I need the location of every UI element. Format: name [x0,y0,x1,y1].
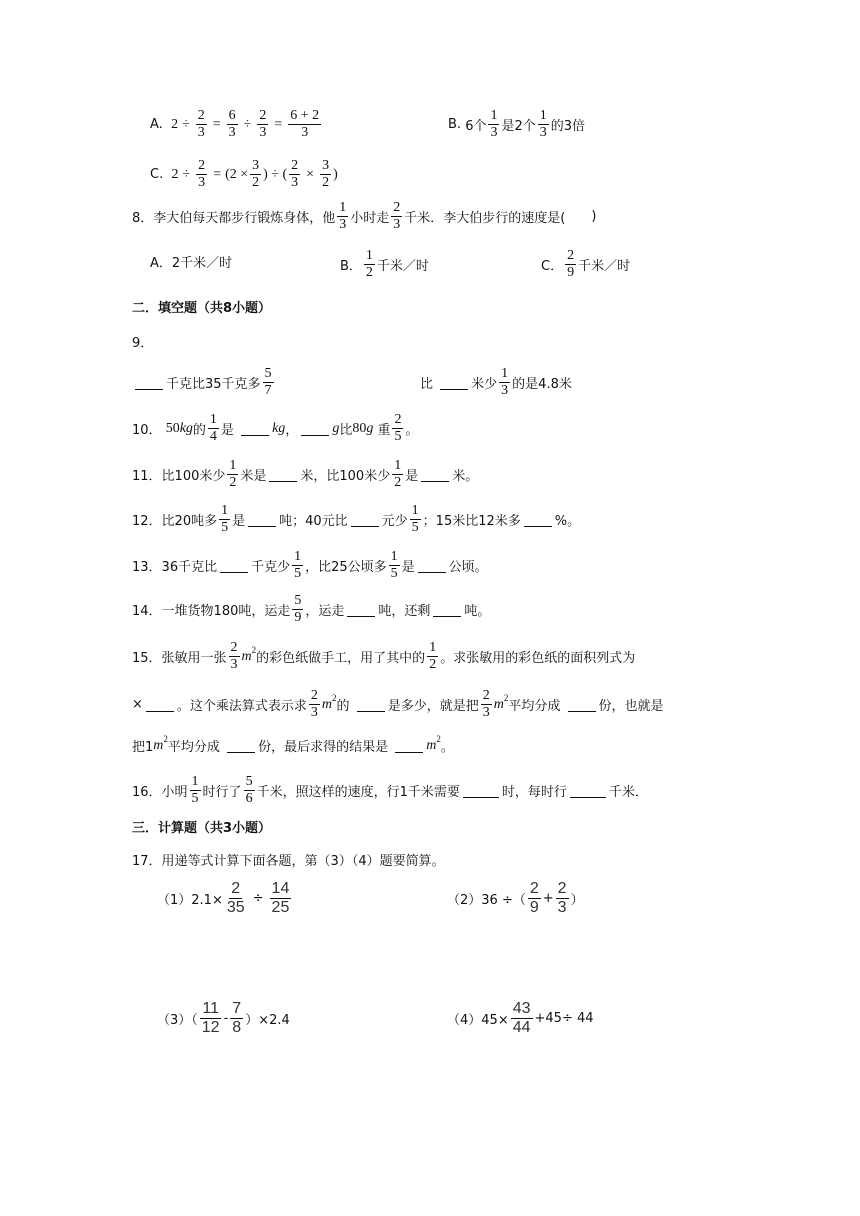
denominator: 3 [310,705,318,720]
q15-line-3 [132,733,454,755]
numerator: 2 [567,248,575,263]
fraction [227,108,238,141]
numerator: 1 [411,503,419,518]
numerator: 2 [198,158,206,173]
text: 12．比20吨多 [132,514,218,529]
denominator: 3 [490,125,498,140]
answer-blank[interactable] [433,602,461,617]
fraction [528,880,541,917]
denominator: 3 [557,899,567,916]
answer-blank[interactable] [146,697,174,712]
exponent: 2 [436,733,441,744]
denominator: 2 [429,657,437,672]
denominator: 3 [291,175,299,190]
numerator: 6 + 2 [290,108,320,123]
answer-blank[interactable] [269,467,297,482]
text: 是 [405,469,419,484]
fraction [257,108,268,141]
fraction [225,880,247,917]
q8-option-a [150,252,232,271]
denominator: 3 [393,217,401,232]
text: 吨；40元比 [279,514,348,529]
text: 比 [339,423,353,438]
q17-part-2 [447,880,584,917]
text: 份，最后求得的结果是 [258,740,389,755]
answer-blank[interactable] [248,512,276,527]
denominator: 3 [539,125,547,140]
answer-blank[interactable] [418,558,446,573]
option-label: A. [150,117,163,132]
text: 公顷。 [448,560,488,575]
unit: m [153,737,164,753]
number: 2 [171,166,179,182]
option-text: A．2千米／时 [150,256,233,271]
denominator: 2 [229,475,237,490]
denominator: 3 [482,705,490,720]
text: 11．比100米少 [132,469,226,484]
text: 8．李大伯每天都步行锻炼身体，他 [132,211,336,226]
numerator: 7 [232,1000,242,1017]
text: 千克比35千克多 [166,377,261,392]
answer-blank[interactable] [227,738,255,753]
fraction [410,503,421,536]
numerator: 2 [231,880,241,897]
answer-blank[interactable] [524,512,552,527]
answer-blank[interactable] [135,375,163,390]
numerator: 5 [294,593,302,608]
denominator: 5 [394,429,402,444]
operator: × [306,166,315,182]
unit: g [366,420,374,436]
fraction [270,880,292,917]
text: 米是 [240,469,267,484]
fraction [244,774,255,807]
numerator: 2 [197,108,205,123]
answer-blank[interactable] [568,697,596,712]
fraction [190,774,201,807]
answer-blank[interactable] [347,602,375,617]
exponent: 2 [503,692,509,703]
q7-option-b [448,108,585,141]
number: 2 [171,116,179,132]
fraction [392,412,403,445]
text: (2 × [225,166,249,182]
numerator: 1 [390,549,398,564]
fraction [538,108,549,141]
text: ）×2.4 [245,1013,290,1028]
denominator: 9 [567,265,575,280]
text: 把1 [132,740,154,755]
denominator: 3 [339,217,347,232]
text: 千米． [608,785,648,800]
exponent: 2 [251,644,257,655]
text: 元少 [381,514,408,529]
option-label: C. [150,167,164,182]
q17-part-1 [157,880,293,917]
text: （2）36 ÷（ [447,893,526,908]
text: 的3倍 [550,119,586,134]
denominator: 2 [365,265,373,280]
numerator: 2 [259,108,267,123]
text: 千米．李大伯步行的速度是( [404,211,566,226]
q16-question [132,774,648,807]
denominator: 3 [501,383,509,398]
numerator: 1 [209,412,217,427]
text: +45÷ 44 [534,1011,594,1026]
fraction [389,549,400,582]
fraction [208,412,219,445]
text: 的 [336,699,350,714]
answer-blank[interactable] [357,697,385,712]
denominator: 3 [259,125,267,140]
numerator: 3 [322,158,330,173]
numerator: 5 [264,366,272,381]
option-text: 千米／时 [578,259,631,274]
fraction [196,158,207,191]
fraction [288,108,321,141]
text: 是 [232,514,246,529]
numerator: 1 [501,366,509,381]
denominator: 4 [209,429,217,444]
answer-blank[interactable] [463,783,499,798]
numerator: 1 [339,200,347,215]
denominator: 35 [226,899,245,916]
q11-question [132,458,478,491]
numerator: 6 [228,108,236,123]
text: 米。 [452,469,479,484]
text: 份，也就是 [598,699,664,714]
q17-part-4 [447,1000,594,1037]
numerator: 1 [191,774,199,789]
numerator: 1 [490,108,498,123]
denominator: 3 [230,657,238,672]
fraction [219,503,230,536]
numerator: 2 [394,412,402,427]
fraction [364,248,375,281]
text: 。 [440,740,454,755]
unit: m [426,737,437,753]
option-label: B． [340,259,362,274]
text: 平均分成 [167,740,220,755]
text: （4）45× [447,1013,509,1028]
text: 。求张敏用的彩色纸的面积列式为 [440,651,636,666]
denominator: 5 [191,791,199,806]
fraction [511,1000,533,1037]
numerator: 43 [512,1000,531,1017]
text: 时，每时行 [501,785,567,800]
operator: - [223,1011,229,1026]
fraction [337,200,348,233]
q15-line-1 [132,640,635,673]
numerator: 1 [294,549,302,564]
text: 15．张敏用一张 [132,651,227,666]
denominator: 7 [264,383,272,398]
answer-blank[interactable] [220,558,248,573]
text: %。 [554,514,581,529]
fraction [196,108,207,141]
fraction [230,1000,243,1037]
answer-blank[interactable] [301,421,329,436]
fraction [427,640,438,673]
text: 吨，还剩 [378,604,431,619]
denominator: 5 [390,566,398,581]
unit: m [321,696,333,712]
unit: g [332,420,340,436]
denominator: 2 [394,475,402,490]
text: × [132,697,143,712]
text: 。 [405,423,419,438]
fraction [292,593,303,626]
text: 平均分成 [508,699,561,714]
denominator: 12 [201,1019,220,1036]
q8-option-c [541,248,630,281]
text: 比 [420,377,434,392]
text: 重 [377,423,391,438]
text: 6个 [465,119,487,134]
numerator: 2 [310,688,318,703]
text: （3）（ [157,1013,198,1028]
number: 50 [165,420,180,436]
exponent: 2 [163,733,168,744]
numerator: 2 [557,880,567,897]
fraction [263,366,274,399]
numerator: 2 [291,158,299,173]
fraction [309,688,320,721]
text: 14．一堆货物180吨，运走 [132,604,291,619]
denominator: 25 [271,899,290,916]
text: 。这个乘法算式表示求 [176,699,307,714]
option-label: B. [448,117,462,132]
text: ， [285,423,299,438]
answer-blank[interactable] [395,738,423,753]
q14-question [132,593,490,626]
q17-part-3 [157,1000,290,1037]
operator: ÷ [182,166,191,182]
fraction [289,158,300,191]
numerator: 2 [230,640,238,655]
denominator: 2 [322,175,330,190]
fraction [320,158,331,191]
text: ) ÷ ( [263,166,288,182]
q9-number: 9． [132,336,154,351]
fraction [229,640,240,673]
fraction [391,200,402,233]
operator: ÷ [252,891,264,906]
text: ，运走 [305,604,345,619]
text: 的彩色纸做手工，用了其中的 [256,651,426,666]
fraction [292,549,303,582]
text: ） [570,893,584,908]
numerator: 2 [482,688,490,703]
fraction [565,248,576,281]
text: ) [591,209,597,224]
fraction [499,366,510,399]
text: 是2个 [501,119,536,134]
option-label: C． [541,259,564,274]
text: 13．36千克比 [132,560,218,575]
fraction [488,108,499,141]
text: 16．小明 [132,785,188,800]
answer-blank[interactable] [241,421,269,436]
text: ；15米比12米多 [422,514,521,529]
fraction [250,158,261,191]
q17-intro: 17．用递等式计算下面各题，第（3）（4）题要简算。 [132,854,445,869]
text: 米少 [471,377,498,392]
section-heading-fill-in: 二．填空题（共8小题） [132,301,272,316]
q12-question [132,503,580,536]
denominator: 9 [294,610,302,625]
denominator: 5 [221,520,229,535]
text: 小时走 [350,211,390,226]
numerator: 2 [393,200,401,215]
answer-blank[interactable] [421,467,449,482]
text: ，比25公顷多 [305,560,387,575]
numerator: 1 [365,248,373,263]
number: 80 [352,420,367,436]
section-heading-calculation: 三．计算题（共3小题） [132,821,272,836]
denominator: 9 [529,899,539,916]
denominator: 3 [198,175,206,190]
denominator: 3 [301,125,309,140]
option-text: 千米／时 [376,259,429,274]
text: 吨。 [464,604,491,619]
fraction [481,688,492,721]
text: 千克少 [251,560,291,575]
fraction [556,880,569,917]
text: ) [333,166,338,182]
q8-option-b [340,248,429,281]
q10-question [132,412,419,445]
fraction [227,458,238,491]
text: 是 [220,423,234,438]
operator: = [212,116,221,132]
text: 的是4.8米 [512,377,572,392]
fraction [392,458,403,491]
numerator: 1 [229,458,237,473]
denominator: 5 [294,566,302,581]
q7-option-c [150,158,338,191]
operator: = [274,116,283,132]
numerator: 3 [252,158,260,173]
denominator: 6 [245,791,253,806]
text: 时行了 [202,785,242,800]
denominator: 3 [197,125,205,140]
unit: kg [272,420,286,436]
question-number: 10． [132,423,162,438]
answer-blank[interactable] [440,375,468,390]
numerator: 1 [429,640,437,655]
q9-left [132,366,276,399]
denominator: 3 [228,125,236,140]
answer-blank[interactable] [570,783,606,798]
fraction [200,1000,222,1037]
operator: + [542,891,554,906]
text: 千米，照这样的速度，行1千米需要 [256,785,460,800]
unit: m [241,648,252,664]
numerator: 1 [221,503,229,518]
numerator: 5 [245,774,253,789]
q9-right [420,366,572,399]
q7-option-a [150,108,323,141]
numerator: 14 [271,880,290,897]
denominator: 5 [411,520,419,535]
q15-line-2 [132,688,664,721]
denominator: 44 [512,1019,531,1036]
text: 是多少，就是把 [387,699,479,714]
q13-question [132,549,488,582]
q8-question [132,200,596,233]
denominator: 8 [232,1019,242,1036]
text: 是 [401,560,415,575]
operator: ÷ [243,116,252,132]
text: 米，比100米少 [300,469,391,484]
operator: ÷ [182,116,190,132]
operator: = [213,166,222,182]
answer-blank[interactable] [351,512,379,527]
text: 的 [192,423,206,438]
numerator: 1 [394,458,402,473]
numerator: 1 [539,108,547,123]
exponent: 2 [332,692,337,703]
denominator: 2 [252,175,260,190]
unit: kg [179,420,193,436]
text: （1）2.1× [157,893,223,908]
unit: m [493,696,504,712]
numerator: 11 [202,1000,219,1017]
numerator: 2 [529,880,539,897]
